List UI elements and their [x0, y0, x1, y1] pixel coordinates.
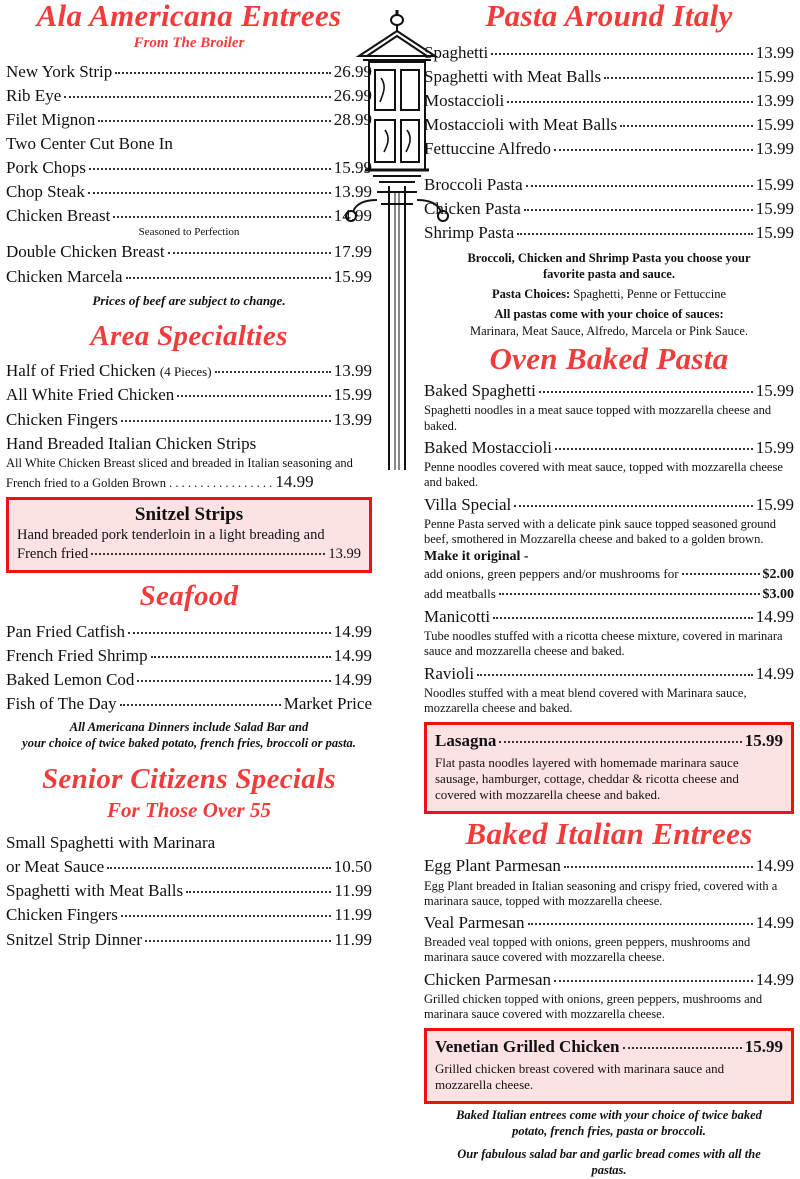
item-price: 13.99	[333, 182, 372, 202]
menu-item	[424, 662, 794, 686]
item-name: French Fried Shrimp	[6, 646, 148, 665]
section-subtitle: For Those Over 55	[107, 798, 271, 823]
dot-leader	[107, 867, 331, 869]
section-note-salad-bar: Our fabulous salad bar and garlic bread comes with all the pastas.	[457, 1147, 761, 1178]
item-name: Mostaccioli with Meat Balls	[424, 114, 618, 134]
dot-leader	[555, 448, 753, 450]
menu-item	[6, 204, 372, 228]
item-price: 15.99	[755, 437, 794, 457]
menu-item	[424, 89, 794, 113]
item-price: 13.99	[328, 545, 361, 562]
item-name: Shrimp Pasta	[424, 223, 515, 243]
dot-leader	[554, 149, 753, 151]
menu-item	[424, 436, 794, 460]
item-name: Snitzel Strips	[134, 503, 244, 525]
addon-item	[424, 585, 794, 605]
dot-leader	[151, 656, 331, 658]
menu-item	[424, 41, 794, 65]
pasta-sauces	[424, 306, 794, 339]
menu-item	[424, 605, 794, 629]
section-note: All Americana Dinners include Salad Bar and your choice of twice baked potato, french fries, broccoli or pasta.	[22, 720, 356, 750]
menu-item	[424, 493, 794, 517]
section-seafood	[6, 581, 372, 751]
item-name: Spaghetti with Meat Balls	[6, 881, 184, 901]
item-qualifier: (4 Pieces)	[159, 364, 212, 380]
addon-name: add onions, green peppers and/or mushrooms for	[424, 566, 679, 582]
dot-leader	[604, 77, 753, 79]
item-price: 10.50	[333, 857, 372, 877]
section-title: Ala Americana Entrees	[36, 0, 342, 33]
dot-leader	[215, 371, 331, 373]
item-name: Filet Mignon	[6, 109, 96, 129]
section-baked-italian-entrees	[424, 815, 794, 1179]
dot-leader	[517, 233, 753, 235]
section-title: Oven Baked Pasta	[489, 340, 729, 376]
item-name: Double Chicken Breast	[6, 242, 165, 262]
menu-item	[6, 855, 372, 879]
item-price: 15.99	[333, 385, 372, 405]
item-price: 26.99	[333, 85, 372, 105]
item-name: Venetian Grilled Chicken	[435, 1037, 620, 1057]
item-price: 15.99	[744, 1037, 783, 1057]
section-area-specialties	[6, 321, 372, 574]
menu-item	[6, 180, 372, 204]
menu-item	[6, 668, 372, 692]
addon-price: $2.00	[762, 567, 794, 583]
dot-leader	[113, 216, 330, 218]
item-name: Small Spaghetti with Marinara	[6, 833, 216, 853]
item-price: 15.99	[755, 114, 794, 134]
menu-item	[6, 383, 372, 407]
item-price: 15.99	[755, 175, 794, 195]
item-price: 15.99	[333, 266, 372, 286]
item-name: Baked Lemon Cod	[6, 670, 135, 690]
dot-leader	[88, 192, 331, 194]
menu-item	[424, 197, 794, 221]
menu-item	[424, 911, 794, 935]
snitzel-strips-box	[6, 497, 372, 574]
item-name: Fish of The Day	[6, 694, 117, 714]
item-description: Penne noodles covered with meat sauce, topped with mozzarella cheese and baked.	[424, 460, 783, 490]
menu-item	[6, 156, 372, 180]
addon-item	[424, 565, 794, 585]
section-note: Broccoli, Chicken and Shrimp Pasta you choose your favorite pasta and sauce.	[467, 250, 751, 281]
pasta-sauces-value: Marinara, Meat Sauce, Alfredo, Marcela or Pink Sauce.	[469, 323, 749, 338]
dot-leader	[128, 632, 331, 634]
menu-item	[435, 1035, 783, 1059]
item-price: 15.99	[744, 731, 783, 751]
section-oven-baked-pasta	[424, 340, 794, 814]
item-price: 28.99	[333, 109, 372, 129]
menu-item	[6, 240, 372, 264]
dot-leader	[177, 395, 331, 397]
menu-item	[6, 831, 372, 855]
dot-leader	[524, 209, 753, 211]
menu-item	[424, 113, 794, 137]
dot-leader	[89, 168, 331, 170]
item-price: 13.99	[755, 139, 794, 159]
menu-item	[6, 879, 372, 903]
item-price: 14.99	[755, 969, 794, 989]
item-name: Hand Breaded Italian Chicken Strips	[6, 433, 257, 453]
item-price: 15.99	[755, 494, 794, 514]
item-price: 15.99	[333, 158, 372, 178]
item-name: Chicken Fingers	[6, 905, 118, 925]
menu-item	[6, 108, 372, 132]
item-price: 14.99	[333, 621, 372, 641]
section-note: Baked Italian entrees come with your choice of twice baked potato, french fries, pasta or broccoli.	[456, 1108, 762, 1138]
item-price: 15.99	[755, 223, 794, 243]
menu-item	[6, 620, 372, 644]
item-name: Rib Eye	[6, 85, 62, 105]
item-description: Flat pasta noodles layered with homemade marinara sauce sausage, hamburger, cottage, cheddar & ricotta cheese and covered with mozzarella cheese and baked.	[435, 755, 739, 803]
item-description: Grilled chicken breast covered with marinara sauce and mozzarella cheese.	[435, 1061, 725, 1093]
addon-name: add meatballs	[424, 586, 496, 602]
item-price: 11.99	[334, 881, 372, 901]
section-senior-citizens	[6, 764, 372, 952]
item-price: 26.99	[333, 61, 372, 81]
item-name: Baked Mostaccioli	[424, 437, 552, 457]
dot-leader	[137, 680, 330, 682]
dot-leader	[564, 866, 753, 868]
menu-item	[424, 854, 794, 878]
menu-item	[6, 692, 372, 716]
item-name: Spaghetti with Meat Balls	[424, 66, 602, 86]
item-name: Broccoli Pasta	[424, 175, 523, 195]
section-title: Senior Citizens Specials	[41, 762, 337, 795]
item-price: 14.99	[333, 206, 372, 226]
menu-item	[6, 928, 372, 952]
dot-leader	[126, 277, 331, 279]
menu-item	[424, 221, 794, 245]
item-name: Spaghetti	[424, 42, 489, 62]
item-name: Chop Steak	[6, 182, 85, 202]
item-name: Veal Parmesan	[424, 913, 525, 933]
item-price: 15.99	[755, 199, 794, 219]
section-pasta-around-italy	[424, 0, 794, 339]
item-price: 11.99	[334, 905, 372, 925]
menu-item	[424, 65, 794, 89]
item-name: Egg Plant Parmesan	[424, 856, 561, 876]
menu-item	[424, 173, 794, 197]
item-price: 13.99	[755, 90, 794, 110]
item-name: Chicken Marcela	[6, 266, 123, 286]
section-title: Pasta Around Italy	[485, 0, 733, 33]
section-ala-americana	[6, 0, 372, 309]
pasta-sauces-label: All pastas come with your choice of sauces:	[494, 307, 724, 322]
item-price: 14.99	[333, 646, 372, 665]
dot-leader	[493, 617, 753, 619]
item-price: 11.99	[334, 929, 372, 949]
item-price: 13.99	[333, 409, 372, 429]
item-price: 15.99	[755, 66, 794, 86]
item-name: Chicken Pasta	[424, 199, 521, 219]
dot-leader	[499, 741, 741, 743]
item-price: 14.99	[755, 856, 794, 876]
item-price: 14.99	[275, 472, 314, 492]
item-price: 13.99	[755, 42, 794, 62]
item-price: 14.99	[333, 670, 372, 690]
item-price: 13.99	[333, 361, 372, 381]
dot-leader	[120, 704, 281, 706]
left-column	[6, 0, 372, 952]
item-name: Half of Fried Chicken	[6, 361, 156, 381]
section-title: Area Specialties	[90, 319, 288, 352]
item-name: All White Fried Chicken	[6, 385, 175, 405]
item-name: Lasagna	[435, 731, 497, 751]
right-column	[424, 0, 794, 1179]
lasagna-box	[424, 722, 794, 814]
item-name: Manicotti	[424, 606, 491, 626]
item-name: Chicken Parmesan	[424, 969, 551, 989]
section-title: Seafood	[139, 580, 239, 613]
dot-leader	[682, 573, 760, 575]
item-price: 14.99	[755, 913, 794, 933]
item-name: Fettuccine Alfredo	[424, 139, 551, 159]
menu-item	[6, 432, 372, 456]
item-name: Pan Fried Catfish	[6, 621, 125, 641]
item-description: Penne Pasta served with a delicate pink sauce topped seasoned ground beef, smothered in Mozzarella cheese and baked to a golden brown.	[424, 516, 776, 546]
item-price-row: French fried 13.99	[17, 544, 361, 565]
item-name: Mostaccioli	[424, 90, 505, 110]
dot-leader	[554, 980, 753, 982]
item-description: All White Chicken Breast sliced and breaded in Italian seasoning and French fried to a Golden Brown . . . . . . . . . . . . . . . . . 14.99	[6, 455, 353, 492]
menu-item	[6, 60, 372, 84]
pasta-choices-label: Pasta Choices:	[492, 287, 571, 302]
item-price: 14.99	[755, 663, 794, 683]
item-description: Breaded veal topped with onions, green peppers, mushrooms and marinara sauce covered with mozzarella cheese.	[424, 935, 751, 965]
item-description: Grilled chicken topped with onions, green peppers, mushrooms and marinara sauce covered with mozzarella cheese.	[424, 991, 763, 1022]
item-name: Ravioli	[424, 663, 475, 683]
dot-leader	[620, 125, 753, 127]
item-name: New York Strip	[6, 61, 113, 81]
item-description: Noodles stuffed with a meat blend covered with Marinara sauce, mozzarella cheese and baked.	[424, 685, 747, 715]
menu-item	[424, 137, 794, 161]
menu-item	[6, 265, 372, 289]
menu-item	[6, 408, 372, 432]
dot-leader	[64, 96, 331, 98]
item-description: Egg Plant breaded in Italian seasoning and crispy fried, covered with a marinara sauce, topped with mozzarella cheese.	[424, 878, 778, 908]
dot-leader	[121, 420, 331, 422]
menu-item	[6, 644, 372, 668]
item-name: Chicken Breast	[6, 206, 111, 226]
item-name: Baked Spaghetti	[424, 381, 536, 401]
item-description: Spaghetti noodles in a meat sauce topped with mozzarella cheese and baked.	[424, 403, 772, 433]
menu-item	[424, 379, 794, 403]
dot-leader	[121, 915, 331, 917]
item-price: 14.99	[755, 606, 794, 626]
pasta-choices	[424, 286, 794, 302]
dot-leader	[491, 53, 753, 55]
item-note: Seasoned to Perfection	[138, 226, 240, 239]
item-description: Tube noodles stuffed with a ricotta cheese mixture, covered in marinara sauce and mozzarella cheese and baked.	[424, 629, 783, 659]
make-it-original-label: Make it original -	[424, 549, 529, 565]
menu-item	[6, 359, 372, 383]
item-name: Snitzel Strip Dinner	[6, 929, 142, 949]
dot-leader	[91, 553, 325, 555]
dot-leader	[539, 391, 753, 393]
addon-price: $3.00	[762, 587, 794, 603]
item-name: Villa Special	[424, 494, 512, 514]
section-title: Baked Italian Entrees	[465, 815, 753, 851]
item-price: 15.99	[755, 381, 794, 401]
item-price: 17.99	[333, 242, 372, 262]
pasta-choices-value: Spaghetti, Penne or Fettuccine	[573, 287, 726, 302]
menu-item	[6, 132, 372, 156]
dot-leader	[145, 940, 331, 942]
dot-leader	[168, 252, 331, 254]
menu-item	[6, 903, 372, 927]
item-name: Chicken Fingers	[6, 409, 118, 429]
dot-leader	[115, 72, 330, 74]
menu-item	[6, 84, 372, 108]
dot-leader	[514, 505, 752, 507]
dot-leader	[623, 1047, 742, 1049]
dot-leader	[186, 891, 331, 893]
item-price: Market Price	[283, 694, 372, 714]
item-name: or Meat Sauce	[6, 857, 105, 877]
item-name: Pork Chops	[6, 158, 86, 178]
section-footnote: Prices of beef are subject to change.	[92, 292, 286, 308]
section-subtitle: From The Broiler	[133, 34, 245, 51]
venetian-grilled-chicken-box	[424, 1028, 794, 1104]
dot-leader	[526, 185, 753, 187]
dot-leader	[528, 923, 753, 925]
dot-leader	[507, 101, 752, 103]
dot-leader	[477, 674, 753, 676]
dot-leader	[499, 593, 760, 595]
menu-item	[424, 968, 794, 992]
item-description: Hand breaded pork tenderloin in a light breading and	[17, 526, 325, 543]
item-name: Two Center Cut Bone In	[6, 133, 173, 153]
menu-item	[435, 729, 783, 753]
dot-leader	[98, 120, 330, 122]
